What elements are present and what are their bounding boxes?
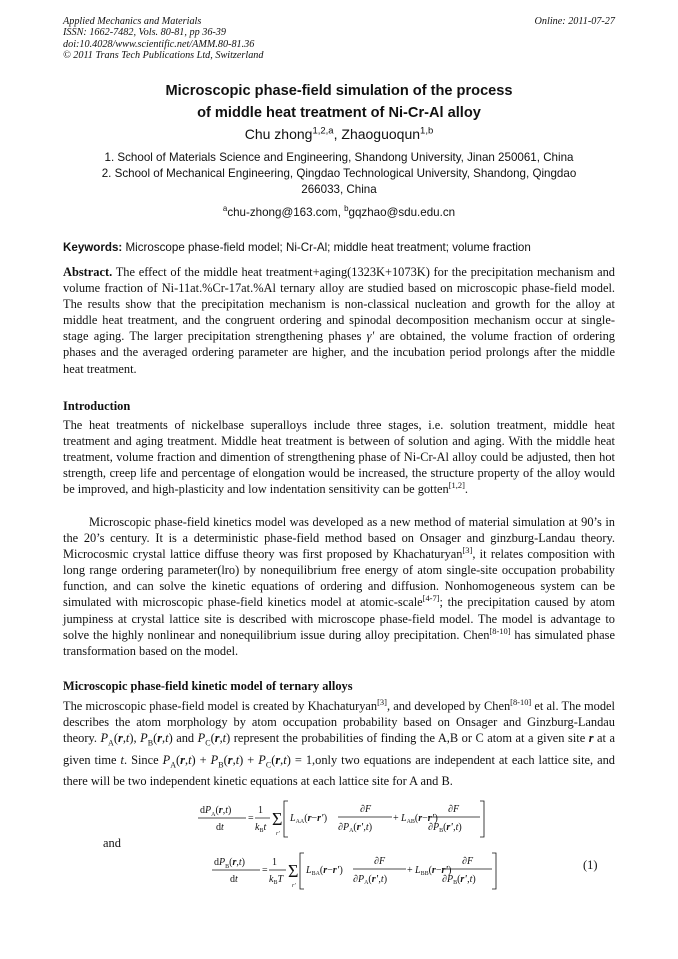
svg-text:dPA(r,t): $dP_A(r,t)$ (200, 805, 232, 818)
intro-heading: Introduction (63, 399, 131, 413)
affiliation-2-cont: 266033, China (301, 183, 377, 196)
author-separator: , (333, 126, 342, 142)
model-p-c: et al. The model describes the atom morphology by atom occupation probability based on Onsager and Ginzburg-Landau theory. (63, 699, 615, 746)
email-b: gqzhao@sdu.edu.cn (348, 206, 456, 219)
model-p-b: , and developed by Chen (386, 699, 511, 713)
math-t: t (120, 752, 124, 767)
ref-3: [3] (462, 545, 473, 556)
svg-text:r': r' (276, 831, 280, 837)
kinetic-equation-b (210, 849, 500, 893)
svg-text:1: 1 (272, 857, 277, 868)
svg-text:∂F: ∂F (360, 804, 372, 815)
email-a: chu-zhong@163.com, (227, 206, 345, 219)
keywords-text: Microscope phase-field model; Ni-Cr-Al; middle heat treatment; volume fraction (122, 241, 531, 254)
svg-text:LAA(r−r'): $L_{AA}(r-r')$ (290, 813, 328, 825)
author-list (63, 125, 615, 143)
affiliation-1: 1. School of Materials Science and Engineering, Shandong University, Jinan 250061, China (104, 151, 574, 164)
author-2: Zhaoguoqun (341, 126, 421, 142)
title-line-1: Microscopic phase-field simulation of the process (165, 83, 513, 99)
journal-header (63, 16, 263, 62)
svg-text:LBA(r−r'): $L_{BA}(r-r')$ (306, 865, 343, 877)
online-date: Online: 2011-07-27 (534, 16, 615, 27)
issn-line: ISSN: 1662-7482, Vols. 80-81, pp 36-39 (63, 27, 226, 39)
model-p-d: and (172, 731, 198, 746)
abstract-text-1: The effect of the middle heat treatment+aging(1323K+1073K) for the precipitation mechanism and volume fraction of Ni-11at.%Cr-17at.%Al ternary alloy are studied based on microscopic phase-field model. The results show that the precipitation mechanism is non-classical nucleation and growth for the alloy at middle heat treatment, and the congruent ordering and spinodal decomposition mechanism occur at single-stage aging. The larger precipitation strengthening phases (63, 265, 615, 344)
svg-text:=: = (248, 813, 254, 824)
svg-text:∂F: ∂F (448, 804, 460, 815)
svg-text:LAB(r−r'): $L_{AB}(r-r')$ (401, 813, 438, 825)
svg-text:kBt: $k_Bt$ (255, 822, 267, 834)
author-1-affil: 1,2,a (312, 125, 334, 137)
journal-name: Applied Mechanics and Materials (63, 16, 202, 27)
intro-p2-d: has simulated phase transformation based on the model. (63, 627, 615, 658)
model-p-h: ,only two equations are independent at each lattice site, and there will be two independent kinetic equations at each lattice site for A and B. (63, 752, 615, 789)
gamma-prime-symbol: γ' (366, 329, 375, 344)
author-1: Chu zhong (244, 126, 313, 142)
svg-text:∂PA(r',t): $\partial P_A(r',t)$ (353, 874, 388, 886)
model-p-g: . Since (124, 752, 163, 767)
keywords-label: Keywords: (63, 241, 123, 254)
model-p-f: at a given time (63, 731, 615, 767)
email-a-mark: a (222, 204, 228, 214)
model-p-e: represent the probabilities of finding the A,B or C atom at a given site (230, 731, 589, 746)
keywords (63, 240, 615, 256)
svg-text:+: + (393, 813, 399, 824)
email-b-mark: b (344, 204, 349, 214)
equation-number: (1) (583, 858, 598, 872)
author-emails (63, 205, 615, 220)
abstract-label: Abstract. (63, 265, 113, 279)
svg-text:r': r' (292, 883, 296, 889)
intro-p2-b: , it relates composition with long range ordering parameter(lro) by nonequilibrium free energy of atom single-site occupation probability function, and can solve the kinetic equations of ordering and diffusion. Nonhomogeneous system can be simulated with microscopic phase-field kinetics model at atomic-scale (63, 547, 615, 610)
intro-paragraph-2 (63, 514, 615, 659)
ref-1-2: [1,2] (448, 480, 465, 491)
svg-text:LBB(r−r'): $L_{BB}(r-r')$ (415, 865, 452, 877)
svg-text:∂PA(r',t): $\partial P_A(r',t)$ (338, 822, 373, 834)
math-pa: P (100, 731, 109, 746)
abstract (63, 264, 615, 377)
model-heading: Microscopic phase-field kinetic model of ternary alloys (63, 679, 353, 693)
svg-text:Σ: Σ (288, 861, 299, 881)
svg-text:dPB(r,t): $dP_B(r,t)$ (214, 857, 245, 870)
svg-text:∂F: ∂F (374, 856, 386, 867)
svg-text:∂PB(r',t): $\partial P_B(r',t)$ (428, 822, 462, 834)
model-ref-3: [3] (377, 696, 387, 707)
copyright-line: © 2011 Trans Tech Publications Ltd, Switzerland (63, 50, 264, 62)
doi-line: doi:10.4028/www.scientific.net/AMM.80-81.36 (63, 38, 255, 50)
intro-p1-end: . (464, 482, 468, 497)
svg-text:=: = (262, 865, 268, 876)
affiliations (63, 150, 615, 198)
intro-p2-a: Microscopic phase-field kinetics model was developed as a new method of material simulation at 90’s in the 20’s century. It is a deterministic phase-field method based on Onsager and ginzburg-Landau theory. Microcosmic crystal lattice diffuse theory was first proposed by Khachaturyan (63, 515, 615, 562)
math-r: r (588, 731, 594, 746)
author-2-affil: 1,b (420, 125, 434, 137)
paper-title (63, 80, 615, 124)
intro-p1-text: The heat treatments of nickelbase superalloys include three stages, i.e. solution treatment, middle heat treatment and aging treatment. Middle heat treatment is between of solution and aging. With the middle heat treatment, volume fraction and dimention of strengthening phase of Ni-Cr-Al alloy could be adjusted, then hot strength, creep life and percentage of elongation would be increased, the structure property of the alloy would be improved, and high-plasticity and low indentation sensitivity can be gotten (63, 418, 615, 497)
svg-text:∂F: ∂F (462, 856, 474, 867)
intro-paragraph-1 (63, 417, 615, 497)
svg-text:∂PB(r',t): $\partial P_B(r',t)$ (442, 874, 476, 886)
svg-text:1: 1 (258, 805, 263, 816)
model-p-a: The microscopic phase-field model is created by Khachaturyan (63, 699, 378, 713)
model-ref-8-10: [8-10] (510, 696, 532, 707)
svg-text:dt: dt (230, 874, 238, 885)
kinetic-equation-a (196, 797, 486, 841)
ref-8-10: [8-10] (489, 625, 511, 636)
svg-text:+: + (407, 865, 413, 876)
ref-4-7: [4-7] (422, 593, 440, 604)
abstract-text-2: are obtained, the volume fraction of ordering phases and the averaged ordering parameter are higher, and the incubation period prolongs after the middle heat treatment. (63, 329, 616, 376)
svg-text:kBT: $k_BT$ (269, 874, 284, 886)
svg-text:Σ: Σ (272, 809, 283, 829)
model-paragraph: The microscopic phase-field model is created by Khachaturyan[3], and developed by Chen[8-10] et al. The model describes the atom morphology by atom occupation probability based on Onsager and Ginzburg-Landau theory. $P_A(r,t)$, $P_B(r,t)$ and $P_C(r,t)$ represent the probabilities of finding the A,B or C atom at a given site r at a given time t. Since $P_A(r,t) + P_B(r,t) + P_C(r,t)$ = 1,only two equations are independent at each lattice site, and there will be two independent kinetic equations at each lattice site for A and B. (63, 696, 615, 789)
svg-text:dt: dt (216, 822, 224, 833)
intro-p2-c: ; the precipitation caused by atom jumpiness at crystal lattice site is described with microscope phase-field model. The model is advantage to solve the highly nonlinear and nonequilibrium issue during alloy precipitation. Chen (63, 595, 615, 642)
affiliation-2: 2. School of Mechanical Engineering, Qingdao Technological University, Shandong, Qingdao (101, 167, 577, 180)
title-line-2: of middle heat treatment of Ni-Cr-Al alloy (197, 105, 481, 121)
and-word: and (103, 836, 121, 850)
